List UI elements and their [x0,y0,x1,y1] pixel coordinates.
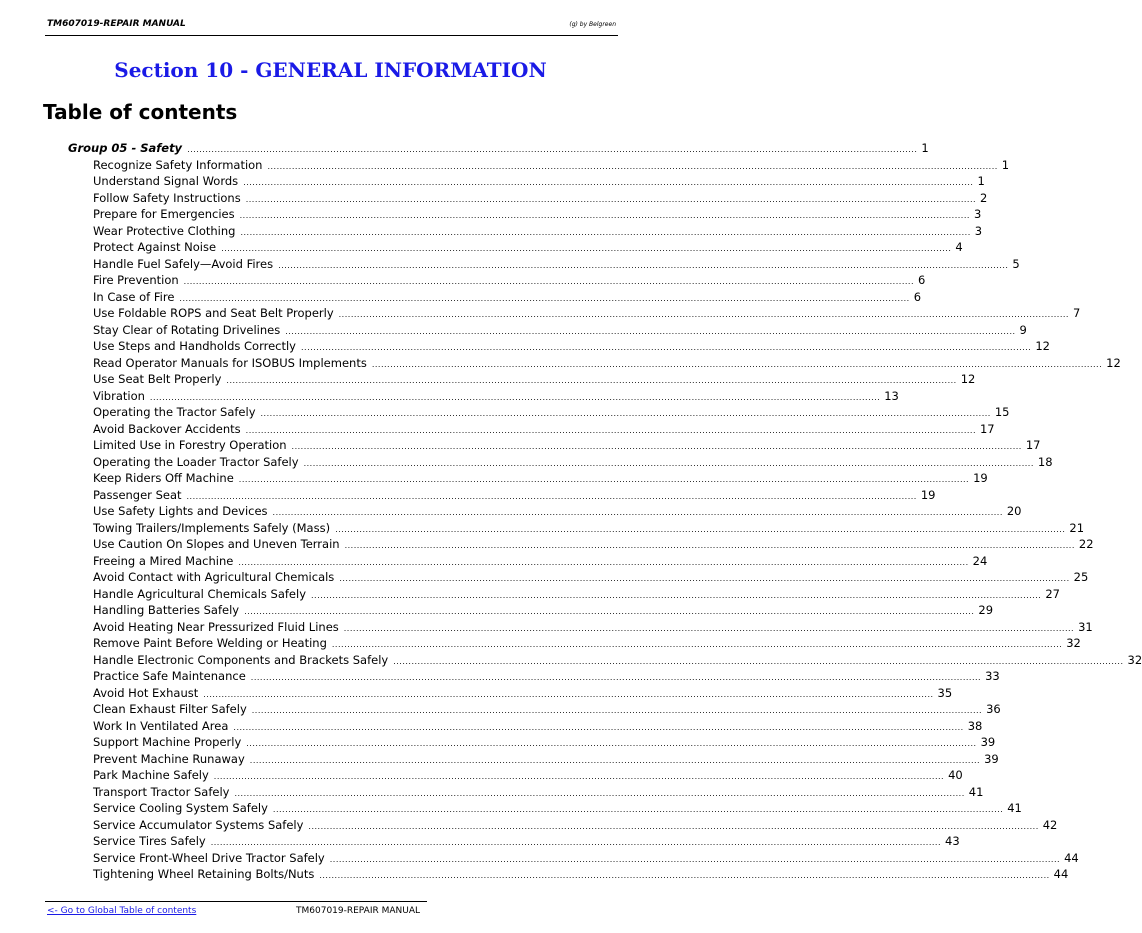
toc-entry-page: 40 [948,768,963,782]
toc-entry-page: 24 [972,553,988,568]
toc-leader-dots: ................................................................................................................................................................................................................................................ [267,161,998,171]
toc-leader-dots: ................................................................................................................................................................................................................................................ [243,178,974,187]
toc-leader-dots: ................................................................................................................................................................................................................................................ [210,838,942,847]
toc-entry-label: Prepare for Emergencies [93,207,235,221]
toc-entry[interactable] [68,619,1093,637]
toc-entry[interactable] [68,372,976,389]
toc-entry[interactable] [68,454,1053,472]
toc-group-entry[interactable] [68,141,929,158]
toc-entry-page: 44 [1064,850,1079,865]
toc-entry-label: Operating the Loader Tractor Safely [93,454,299,469]
toc-entry-page: 27 [1045,586,1060,601]
toc-entry-label: Support Machine Properly [93,735,242,749]
toc-entry-label: Use Safety Lights and Devices [93,504,268,518]
toc-leader-dots: ................................................................................................................................................................................................................................................ [250,673,982,682]
toc-entry-page: 4 [955,240,963,254]
toc-entry[interactable] [68,438,1041,455]
toc-entry-label: Use Caution On Slopes and Uneven Terrain [93,537,340,551]
toc-entry-page: 32 [1066,636,1081,650]
toc-entry-page: 2 [980,190,988,205]
toc-entry-label: Prevent Machine Runaway [93,751,245,766]
toc-entry-page: 20 [1006,504,1022,518]
toc-entry-page: 17 [1025,438,1041,452]
toc-entry-label: Service Front-Wheel Drive Tractor Safely [93,850,325,865]
toc-entry-page: 3 [973,207,982,221]
page-header [45,19,618,36]
toc-leader-dots: ................................................................................................................................................................................................................................................ [338,310,1069,319]
toc-entry-page: 19 [973,471,988,485]
toc-entry-page: 44 [1053,867,1069,881]
toc-entry-page: 17 [979,421,995,436]
toc-entry-label: Avoid Hot Exhaust [93,685,199,700]
toc-entry[interactable] [68,405,1010,422]
toc-entry-page: 18 [1037,454,1053,469]
toc-leader-dots: ................................................................................................................................................................................................................................................ [371,359,1103,369]
toc-entry-page: 3 [974,223,983,238]
toc-entry-label: Stay Clear of Rotating Drivelines [93,322,281,337]
toc-entry-page: 12 [1035,339,1050,353]
toc-entry[interactable] [68,388,899,406]
toc-entry[interactable] [68,669,1000,686]
toc-entry[interactable] [68,240,963,257]
toc-entry[interactable] [68,421,995,439]
toc-leader-dots: ................................................................................................................................................................................................................................................ [213,772,945,781]
global-toc-link[interactable]: <- Go to Global Table of contents [47,906,197,916]
toc-leader-dots: ................................................................................................................................................................................................................................................ [335,524,1066,534]
toc-entry-label: Park Machine Safely [93,768,209,782]
toc-entry-page: 42 [1042,817,1058,832]
toc-entry-page: 9 [1019,322,1027,337]
toc-entry[interactable] [68,520,1085,538]
toc-entry-page: 29 [978,603,994,617]
toc-leader-dots: ................................................................................................................................................................................................................................................ [393,656,1124,666]
toc-leader-dots: ................................................................................................................................................................................................................................................ [187,145,918,154]
toc-entry-page: 33 [985,669,1000,683]
toc-entry-label: Keep Riders Off Machine [93,471,234,485]
toc-entry-label: Work In Ventilated Area [93,718,229,733]
toc-entry[interactable] [68,504,1022,521]
toc-entry[interactable] [68,850,1079,868]
toc-leader-dots: ................................................................................................................................................................................................................................................ [245,194,977,204]
toc-entry-page: 13 [884,388,899,403]
toc-leader-dots: ................................................................................................................................................................................................................................................ [301,343,1032,352]
toc-entry-page: 12 [960,372,976,386]
toc-entry-label: Recognize Safety Information [93,157,263,172]
toc-leader-dots: ................................................................................................................................................................................................................................................ [244,607,975,616]
toc-entry[interactable] [68,603,994,620]
toc-entry[interactable] [68,636,1081,653]
toc-entry-page: 12 [1106,355,1121,370]
toc-entry-page: 15 [994,405,1010,419]
toc-entry[interactable] [68,322,1027,340]
toc-entry-page: 1 [977,174,985,188]
toc-entry[interactable] [68,289,922,307]
toc-entry[interactable] [68,355,1121,373]
toc-entry-page: 6 [917,273,926,287]
toc-leader-dots: ................................................................................................................................................................................................................................................ [343,623,1075,633]
toc-entry-label: Avoid Heating Near Pressurized Fluid Lines [93,619,339,634]
toc-entry[interactable] [68,735,996,752]
toc-entry-label: Towing Trailers/Implements Safely (Mass) [93,520,331,535]
toc-entry-label: Handle Fuel Safely—Avoid Fires [93,256,274,271]
toc-entry-label: Handle Electronic Components and Brackets Safely [93,652,389,667]
toc-entry-label: Protect Against Noise [93,240,217,254]
toc-entry-page: 5 [1012,256,1020,271]
toc-entry-label: Service Accumulator Systems Safely [93,817,304,832]
toc-entry-page: 7 [1072,306,1081,320]
toc-entry-page: 43 [945,834,960,848]
toc-entry[interactable] [68,685,953,703]
toc-entry[interactable] [68,174,985,191]
toc-leader-dots: ................................................................................................................................................................................................................................................ [291,442,1022,451]
toc-leader-dots: ................................................................................................................................................................................................................................................ [238,475,970,484]
toc-leader-dots: ................................................................................................................................................................................................................................................ [331,640,1063,649]
toc-leader-dots: ................................................................................................................................................................................................................................................ [221,244,952,253]
toc-leader-dots: ................................................................................................................................................................................................................................................ [238,557,969,567]
toc-entry[interactable] [68,223,983,241]
toc-entry-label: Use Steps and Handholds Correctly [93,339,296,353]
toc-entry[interactable] [68,834,960,851]
toc-leader-dots: ................................................................................................................................................................................................................................................ [272,805,1004,814]
toc-entry-label: In Case of Fire [93,289,175,304]
toc-entry-label: Read Operator Manuals for ISOBUS Implements [93,355,367,370]
toc-leader-dots: ................................................................................................................................................................................................................................................ [319,871,1050,880]
toc-entry-page: 32 [1127,652,1142,667]
toc-entry-label: Avoid Contact with Agricultural Chemicals [93,570,335,584]
toc-leader-dots: ................................................................................................................................................................................................................................................ [339,574,1070,583]
toc-entry-label: Transport Tractor Safely [93,784,230,799]
toc-entry[interactable] [68,339,1050,356]
toc-leader-dots: ................................................................................................................................................................................................................................................ [249,755,981,765]
header-doc-id: TM607019-REPAIR MANUAL [47,19,186,29]
toc-entry[interactable] [68,768,963,785]
toc-heading: Table of contents [43,100,238,124]
toc-entry-page: 39 [980,735,996,749]
toc-entry-page: 31 [1078,619,1093,634]
toc-entry[interactable] [68,190,988,208]
toc-entry-label: Clean Exhaust Filter Safely [93,702,247,716]
toc-entry-label: Remove Paint Before Welding or Heating [93,636,327,650]
toc-entry-label: Handling Batteries Safely [93,603,240,617]
toc-entry-label: Tightening Wheel Retaining Bolts/Nuts [93,867,315,881]
toc-leader-dots: ................................................................................................................................................................................................................................................ [240,227,971,237]
toc-entry-label: Limited Use in Forestry Operation [93,438,287,452]
toc-entry[interactable] [68,553,988,571]
toc-leader-dots: ................................................................................................................................................................................................................................................ [303,458,1034,468]
toc-entry[interactable] [68,817,1058,835]
toc-leader-dots: ................................................................................................................................................................................................................................................ [329,854,1061,864]
toc-leader-dots: ................................................................................................................................................................................................................................................ [183,277,914,286]
toc-leader-dots: ................................................................................................................................................................................................................................................ [226,376,957,385]
toc-list [68,141,1142,884]
toc-entry-label: Practice Safe Maintenance [93,669,246,683]
header-brand: (g) by Belgreen [569,21,616,28]
toc-leader-dots: ................................................................................................................................................................................................................................................ [251,706,983,715]
toc-entry-label: Understand Signal Words [93,174,239,188]
toc-entry-label: Fire Prevention [93,273,179,287]
toc-leader-dots: ................................................................................................................................................................................................................................................ [272,508,1003,517]
toc-entry-page: 22 [1078,537,1094,551]
toc-entry[interactable] [68,207,982,224]
toc-entry[interactable] [68,586,1060,604]
toc-leader-dots: ................................................................................................................................................................................................................................................ [179,293,910,303]
toc-entry-label: Service Tires Safely [93,834,206,848]
toc-entry[interactable] [68,801,1022,818]
toc-leader-dots: ................................................................................................................................................................................................................................................ [239,211,970,220]
toc-entry-label: Wear Protective Clothing [93,223,236,238]
toc-entry-label: Vibration [93,388,145,403]
toc-entry[interactable] [68,537,1094,554]
toc-leader-dots: ................................................................................................................................................................................................................................................ [234,788,965,798]
toc-entry-page: 35 [937,685,953,700]
toc-entry-label: Passenger Seat [93,487,182,502]
footer-divider [45,901,427,902]
toc-entry-page: 41 [968,784,984,799]
toc-entry-page: 21 [1069,520,1085,535]
toc-entry-label: Group 05 - Safety [68,141,183,155]
toc-entry-label: Avoid Backover Accidents [93,421,241,436]
toc-entry-page: 38 [967,718,983,733]
toc-leader-dots: ................................................................................................................................................................................................................................................ [260,409,991,418]
toc-entry[interactable] [68,157,1010,175]
toc-entry[interactable] [68,471,988,488]
toc-entry[interactable] [68,256,1020,274]
toc-entry[interactable] [68,718,983,736]
toc-leader-dots: ................................................................................................................................................................................................................................................ [246,739,977,748]
toc-entry-page: 6 [913,289,922,304]
toc-entry-label: Use Foldable ROPS and Seat Belt Properly [93,306,334,320]
toc-entry[interactable] [68,867,1069,884]
toc-leader-dots: ................................................................................................................................................................................................................................................ [285,326,1016,336]
toc-leader-dots: ................................................................................................................................................................................................................................................ [186,491,917,501]
toc-entry-label: Handle Agricultural Chemicals Safely [93,586,307,601]
toc-entry[interactable] [68,487,936,505]
footer-doc-id: TM607019-REPAIR MANUAL [296,906,420,916]
toc-leader-dots: ................................................................................................................................................................................................................................................ [278,260,1009,270]
toc-entry[interactable] [68,570,1089,587]
toc-entry[interactable] [68,784,984,802]
toc-entry[interactable] [68,751,999,769]
toc-leader-dots: ................................................................................................................................................................................................................................................ [233,722,964,732]
toc-entry-page: 25 [1073,570,1089,584]
toc-entry[interactable] [68,702,1001,719]
toc-leader-dots: ................................................................................................................................................................................................................................................ [311,590,1042,600]
toc-entry-page: 1 [1001,157,1010,172]
toc-entry-label: Use Seat Belt Properly [93,372,222,386]
toc-entry[interactable] [68,273,926,290]
toc-leader-dots: ................................................................................................................................................................................................................................................ [203,689,934,699]
section-title: Section 10 - GENERAL INFORMATION [114,58,547,82]
toc-leader-dots: ................................................................................................................................................................................................................................................ [344,541,1075,550]
toc-entry-label: Operating the Tractor Safely [93,405,256,419]
toc-entry-label: Service Cooling System Safely [93,801,268,815]
toc-leader-dots: ................................................................................................................................................................................................................................................ [245,425,976,435]
toc-entry-page: 39 [984,751,999,766]
toc-entry-page: 19 [920,487,936,502]
toc-leader-dots: ................................................................................................................................................................................................................................................ [308,821,1039,831]
toc-entry-label: Freeing a Mired Machine [93,553,234,568]
toc-entry-page: 36 [986,702,1001,716]
toc-entry-page: 41 [1007,801,1022,815]
toc-entry[interactable] [68,652,1142,670]
toc-leader-dots: ................................................................................................................................................................................................................................................ [149,392,881,402]
toc-entry-label: Follow Safety Instructions [93,190,241,205]
toc-entry[interactable] [68,306,1081,323]
toc-entry-page: 1 [921,141,929,155]
